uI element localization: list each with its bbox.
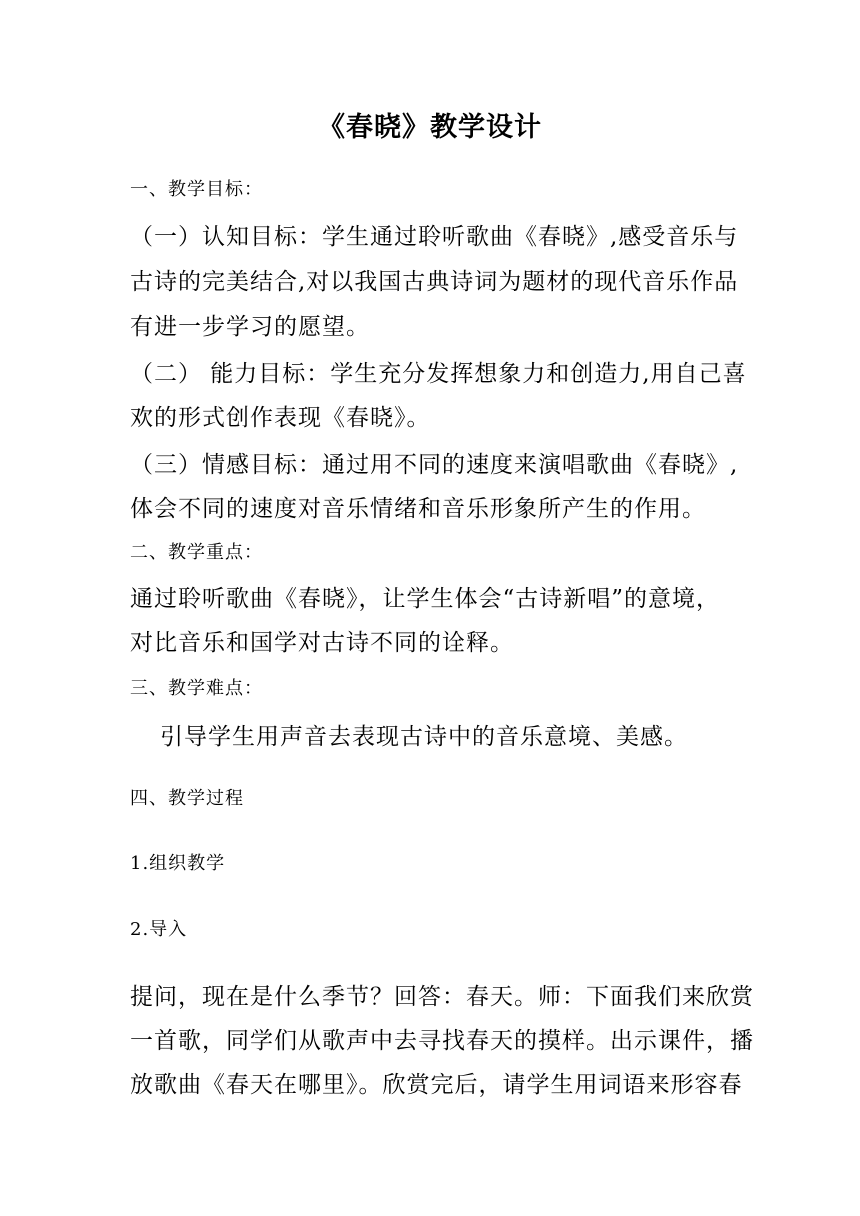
paragraph-line: （二） 能力目标：学生充分发挥想象力和创造力,用自己喜 [130, 361, 747, 387]
step-organize: 1.组织教学 [130, 853, 226, 874]
paragraph-line: 通过聆听歌曲《春晓》，让学生体会“古诗新唱”的意境， [130, 586, 721, 612]
document-title: 《春晓》教学设计 [318, 112, 542, 143]
paragraph-line: （一）认知目标：学生通过聆听歌曲《春晓》,感受音乐与 [130, 224, 739, 250]
paragraph-line: 体会不同的速度对音乐情绪和音乐形象所产生的作用。 [130, 496, 706, 522]
paragraph-line: 有进一步学习的愿望。 [130, 314, 370, 340]
section-heading-process: 四、教学过程 [130, 788, 244, 809]
paragraph-line: 一首歌，同学们从歌声中去寻找春天的摸样。出示课件，播 [130, 1028, 754, 1054]
paragraph-line: 提问，现在是什么季节？回答：春天。师：下面我们来欣赏 [130, 984, 754, 1010]
paragraph-line: 对比音乐和国学对古诗不同的诠释。 [130, 630, 514, 656]
section-heading-difficulties: 三、教学难点： [130, 678, 263, 699]
paragraph-line: 放歌曲《春天在哪里》。欣赏完后，请学生用词语来形容春 [130, 1072, 743, 1098]
section-heading-objectives: 一、教学目标： [130, 179, 263, 200]
paragraph-line: 引导学生用声音去表现古诗中的音乐意境、美感。 [160, 724, 688, 750]
paragraph-line: 古诗的完美结合,对以我国古典诗词为题材的现代音乐作品 [130, 269, 739, 295]
paragraph-line: 欢的形式创作表现《春晓》。 [130, 405, 431, 431]
paragraph-line: （三）情感目标：通过用不同的速度来演唱歌曲《春晓》, [130, 452, 739, 478]
step-intro: 2.导入 [130, 919, 188, 940]
section-heading-key-points: 二、教学重点： [130, 542, 263, 563]
